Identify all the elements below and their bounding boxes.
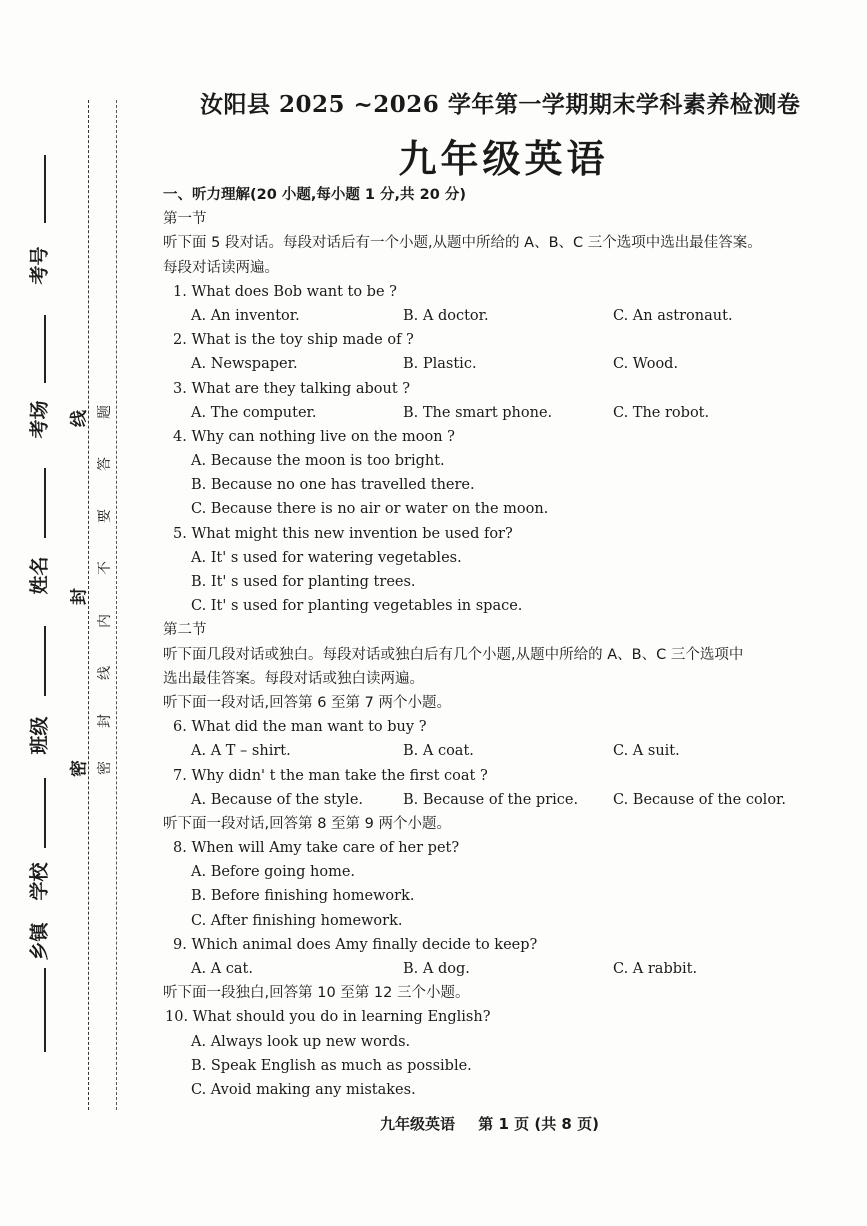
option-a: A. A cat.	[191, 961, 253, 977]
question-stem: 7. Why didn' t the man take the first coat ?	[173, 767, 488, 784]
question-stem: 5. What might this new invention be used for?	[173, 525, 513, 542]
field-label-class: 班级	[28, 716, 51, 755]
option-a: A. A T – shirt.	[191, 743, 291, 760]
section-instruction: 听下面 5 段对话。每段对话后有一个小题,从题中所给的 A、B、C 三个选项中选出最佳答案。	[163, 235, 762, 252]
option-a: A. An inventor.	[191, 307, 300, 324]
group-instruction: 听下面一段对话,回答第 8 至第 9 两个小题。	[163, 815, 451, 832]
warning-char: 不	[97, 561, 113, 575]
field-line-name	[44, 468, 46, 538]
subject-title: 九年级英语	[398, 137, 609, 181]
field-label-exam-room: 考场	[28, 400, 51, 439]
option-c: C. Because of the color.	[613, 791, 786, 808]
option-c: C. A rabbit.	[613, 961, 698, 977]
option-c: C. It' s used for planting vegetables in space.	[191, 598, 523, 615]
field-line-school	[44, 778, 46, 848]
question-stem: 6. What did the man want to buy ?	[173, 719, 427, 736]
question-stem: 2. What is the toy ship made of ?	[173, 332, 414, 349]
warning-char: 内	[97, 614, 113, 628]
warning-char: 线	[97, 666, 113, 680]
page-footer	[380, 1113, 617, 1134]
option-b: B. Because of the price.	[403, 791, 579, 808]
option-b: B. The smart phone.	[403, 404, 553, 421]
section-instruction: 每段对话读两遍。	[163, 259, 279, 276]
seal-word-mi: 密	[69, 760, 90, 777]
field-label-town: 乡镇	[28, 922, 51, 961]
option-c: C. The robot.	[613, 404, 710, 421]
warning-char: 题	[97, 405, 113, 419]
section-title: 第一节	[163, 211, 207, 228]
warning-char: 要	[97, 509, 113, 523]
question-stem: 8. When will Amy take care of her pet?	[173, 840, 460, 857]
question-stem: 1. What does Bob want to be ?	[173, 283, 397, 300]
field-label-school: 学校	[28, 862, 51, 901]
option-b: B. Before finishing homework.	[191, 888, 415, 905]
option-c: C. Because there is no air or water on the moon.	[191, 501, 549, 518]
option-b: B. It' s used for planting trees.	[191, 574, 416, 590]
footer-subject: 九年级英语	[380, 1115, 456, 1133]
group-instruction: 听下面一段独白,回答第 10 至第 12 三个小题。	[163, 985, 470, 1002]
option-b: B. Plastic.	[403, 356, 477, 373]
option-b: B. Because no one has travelled there.	[191, 477, 475, 494]
option-a: A. It' s used for watering vegetables.	[191, 549, 462, 566]
option-a: A. Because of the style.	[191, 791, 364, 808]
option-a: A. Newspaper.	[191, 356, 298, 373]
warning-char: 密	[97, 761, 113, 775]
question-stem: 3. What are they talking about ?	[173, 380, 411, 397]
group-instruction: 听下面一段对话,回答第 6 至第 7 两个小题。	[163, 694, 451, 711]
binding-margin	[0, 0, 125, 1226]
option-row	[163, 401, 853, 425]
option-row	[163, 957, 853, 981]
question-stem: 4. Why can nothing live on the moon ?	[173, 428, 455, 445]
part-heading: 一、听力理解(20 小题,每小题 1 分,共 20 分)	[163, 187, 466, 203]
seal-word-feng: 封	[69, 588, 90, 605]
field-line-town	[44, 968, 46, 1052]
option-a: A. Always look up new words.	[191, 1033, 411, 1050]
seal-word-xian: 线	[69, 410, 90, 427]
section-instruction: 听下面几段对话或独白。每段对话或独白后有几个小题,从题中所给的 A、B、C 三个选项中	[163, 646, 744, 663]
option-row	[163, 788, 853, 812]
option-a: A. Before going home.	[191, 864, 356, 881]
option-c: C. Wood.	[613, 356, 679, 373]
option-row	[163, 304, 853, 328]
question-content	[163, 183, 853, 1102]
exam-title: 汝阳县 2025 ~2026 学年第一学期期末学科素养检测卷	[200, 91, 801, 118]
option-c: C. After finishing homework.	[191, 912, 403, 929]
section-title: 第二节	[163, 622, 207, 639]
option-b: B. A coat.	[403, 743, 474, 760]
section-instruction: 选出最佳答案。每段对话或独白读两遍。	[163, 670, 424, 687]
warning-char: 答	[97, 457, 113, 471]
field-label-exam-number: 考号	[28, 246, 51, 285]
option-b: B. Speak English as much as possible.	[191, 1057, 472, 1074]
option-c: C. A suit.	[613, 743, 680, 760]
question-stem: 9. Which animal does Amy finally decide to keep?	[173, 936, 538, 953]
question-stem: 10. What should you do in learning English?	[165, 1009, 491, 1026]
option-c: C. Avoid making any mistakes.	[191, 1081, 416, 1098]
option-b: B. A dog.	[403, 961, 470, 977]
field-line-class	[44, 626, 46, 696]
field-label-name: 姓名	[28, 556, 51, 595]
option-c: C. An astronaut.	[613, 307, 733, 324]
seal-dashed-line-inner	[116, 100, 117, 1110]
option-a: A. Because the moon is too bright.	[191, 453, 445, 470]
option-a: A. The computer.	[191, 404, 317, 421]
warning-char: 封	[97, 714, 113, 728]
option-row	[163, 739, 853, 763]
field-line-exam-room	[44, 315, 46, 383]
option-b: B. A doctor.	[403, 307, 489, 324]
option-row	[163, 352, 853, 376]
footer-page-number: 第 1 页 (共 8 页)	[478, 1115, 599, 1133]
